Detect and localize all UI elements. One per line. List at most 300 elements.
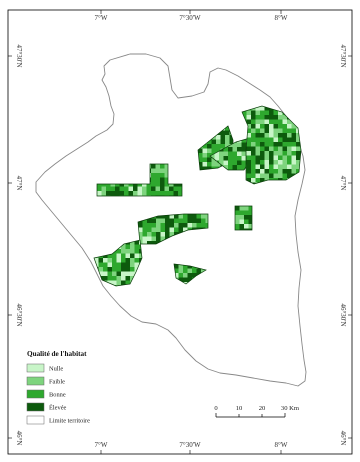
habitat-cell — [269, 165, 274, 170]
habitat-cell — [224, 156, 229, 161]
habitat-cell — [260, 169, 265, 174]
habitat-cell — [278, 138, 283, 143]
habitat-cell — [103, 276, 108, 281]
habitat-cell — [183, 223, 188, 228]
habitat-cell — [197, 269, 202, 274]
habitat-cell — [233, 165, 238, 170]
habitat-cell — [112, 258, 117, 263]
habitat-cell — [156, 173, 161, 178]
habitat-cell — [174, 187, 179, 192]
habitat-cell — [133, 191, 138, 196]
habitat-cell — [117, 258, 122, 263]
habitat-cell — [225, 131, 230, 136]
tick-label-left: 47°N — [15, 175, 23, 191]
habitat-cell — [201, 223, 206, 228]
habitat-cell — [274, 174, 279, 179]
habitat-cell — [247, 169, 252, 174]
habitat-cell — [156, 178, 161, 183]
habitat-cell — [201, 219, 206, 224]
habitat-cell — [130, 263, 135, 268]
habitat-cell — [265, 115, 270, 120]
habitat-cell — [256, 111, 261, 116]
habitat-cell — [283, 160, 288, 165]
habitat-cell — [156, 182, 161, 187]
habitat-cell — [111, 187, 116, 192]
habitat-cell — [216, 144, 221, 149]
habitat-cell — [256, 142, 261, 147]
habitat-cell — [256, 120, 261, 125]
habitat-cell — [278, 120, 283, 125]
habitat-cell — [120, 187, 125, 192]
habitat-cell — [207, 144, 212, 149]
habitat-cell — [287, 165, 292, 170]
habitat-cell — [265, 129, 270, 134]
habitat-cell — [244, 206, 249, 211]
legend-swatch-elevee — [27, 403, 44, 411]
habitat-cell — [269, 147, 274, 152]
habitat-cell — [260, 138, 265, 143]
habitat-cell — [269, 138, 274, 143]
habitat-cell — [130, 267, 135, 272]
habitat-cell — [121, 263, 126, 268]
habitat-cell — [287, 156, 292, 161]
legend-label: Faible — [49, 378, 65, 386]
habitat-cell — [265, 138, 270, 143]
habitat-cell — [260, 174, 265, 179]
habitat-cell — [296, 147, 301, 152]
habitat-cell — [240, 206, 245, 211]
habitat-cell — [179, 269, 184, 274]
habitat-cell — [260, 151, 265, 156]
habitat-cell — [247, 151, 252, 156]
habitat-cell — [197, 214, 202, 219]
habitat-cell — [115, 187, 120, 192]
habitat-cell — [102, 187, 107, 192]
habitat-cell — [121, 276, 126, 281]
habitat-cell — [244, 211, 249, 216]
habitat-cell — [179, 219, 184, 224]
habitat-cell — [265, 111, 270, 116]
habitat-cell — [265, 120, 270, 125]
habitat-cell — [126, 263, 131, 268]
scale-label: 30 Km — [280, 405, 300, 412]
habitat-cell — [265, 165, 270, 170]
legend-label: Nulle — [49, 365, 64, 373]
habitat-cell — [143, 223, 148, 228]
habitat-cell — [147, 237, 152, 242]
habitat-cell — [244, 220, 249, 225]
habitat-cell — [292, 129, 297, 134]
habitat-cell — [216, 135, 221, 140]
habitat-cell — [237, 165, 242, 170]
habitat-cell — [260, 147, 265, 152]
habitat-cell — [287, 169, 292, 174]
habitat-cell — [103, 267, 108, 272]
habitat-cell — [99, 263, 104, 268]
habitat-cell — [283, 120, 288, 125]
habitat-cell — [126, 267, 131, 272]
scale-label: 10 — [235, 405, 243, 412]
habitat-cell — [260, 129, 265, 134]
habitat-cell — [135, 249, 140, 254]
habitat-cell — [212, 149, 217, 154]
habitat-cell — [138, 187, 143, 192]
habitat-cell — [269, 174, 274, 179]
habitat-cell — [274, 111, 279, 116]
habitat-cell — [292, 169, 297, 174]
habitat-cell — [242, 161, 247, 166]
habitat-cell — [156, 164, 161, 169]
habitat-cell — [235, 220, 240, 225]
habitat-cell — [151, 187, 156, 192]
habitat-cell — [151, 182, 156, 187]
habitat-cell — [247, 147, 252, 152]
tick-label-top: 8°W — [274, 14, 288, 22]
habitat-cell — [138, 191, 143, 196]
habitat-cell — [97, 187, 102, 192]
habitat-cell — [265, 124, 270, 129]
habitat-cell — [247, 165, 252, 170]
habitat-cell — [130, 245, 135, 250]
habitat-cell — [112, 267, 117, 272]
habitat-cell — [292, 151, 297, 156]
habitat-cell — [287, 138, 292, 143]
habitat-cell — [251, 169, 256, 174]
tick-label-left: 46°30'N — [15, 303, 23, 327]
habitat-cell — [265, 133, 270, 138]
habitat-cell — [165, 187, 170, 192]
legend-swatch-limite — [27, 416, 44, 424]
habitat-cell — [283, 133, 288, 138]
habitat-cell — [130, 254, 135, 259]
habitat-cell — [256, 133, 261, 138]
habitat-cell — [244, 224, 249, 229]
habitat-cell — [278, 129, 283, 134]
habitat-cell — [256, 169, 261, 174]
habitat-cell — [269, 133, 274, 138]
habitat-cell — [274, 165, 279, 170]
habitat-cell — [143, 228, 148, 233]
tick-label-bottom: 8°W — [274, 441, 288, 449]
habitat-cell — [260, 165, 265, 170]
legend-swatch-bonne — [27, 390, 44, 398]
habitat-cell — [121, 254, 126, 259]
habitat-cell — [151, 178, 156, 183]
habitat-cell — [233, 147, 238, 152]
habitat-cell — [251, 165, 256, 170]
habitat-cell — [161, 228, 166, 233]
habitat-cell — [124, 187, 129, 192]
habitat-cell — [292, 142, 297, 147]
habitat-cell — [233, 161, 238, 166]
habitat-cell — [269, 124, 274, 129]
habitat-cell — [292, 133, 297, 138]
habitat-cell — [121, 249, 126, 254]
habitat-cell — [228, 165, 233, 170]
habitat-cell — [147, 223, 152, 228]
habitat-cell — [117, 254, 122, 259]
habitat-cell — [160, 169, 165, 174]
habitat-cell — [160, 173, 165, 178]
habitat-cell — [269, 151, 274, 156]
habitat-cell — [147, 228, 152, 233]
habitat-cell — [201, 214, 206, 219]
habitat-cell — [274, 151, 279, 156]
habitat-cell — [151, 169, 156, 174]
habitat-cell — [143, 232, 148, 237]
habitat-cell — [126, 245, 131, 250]
habitat-cell — [287, 124, 292, 129]
habitat-cell — [269, 120, 274, 125]
habitat-cell — [256, 156, 261, 161]
habitat-cell — [247, 160, 252, 165]
habitat-cell — [287, 129, 292, 134]
habitat-cell — [260, 133, 265, 138]
habitat-cell — [251, 178, 256, 183]
habitat-cell — [260, 120, 265, 125]
habitat-cell — [283, 147, 288, 152]
habitat-cell — [126, 272, 131, 277]
habitat-cell — [242, 147, 247, 152]
habitat-cell — [247, 174, 252, 179]
habitat-cell — [108, 258, 113, 263]
habitat-cell — [274, 160, 279, 165]
habitat-cell — [207, 158, 212, 163]
habitat-cell — [278, 147, 283, 152]
habitat-cell — [256, 178, 261, 183]
habitat-cell — [97, 191, 102, 196]
habitat-cell — [99, 267, 104, 272]
habitat-cell — [244, 215, 249, 220]
habitat-cell — [103, 272, 108, 277]
habitat-cell — [233, 156, 238, 161]
habitat-cell — [192, 223, 197, 228]
habitat-cell — [174, 223, 179, 228]
habitat-cell — [240, 215, 245, 220]
habitat-cell — [256, 129, 261, 134]
habitat-cell — [126, 276, 131, 281]
habitat-cell — [156, 169, 161, 174]
habitat-cell — [269, 111, 274, 116]
habitat-cell — [235, 224, 240, 229]
habitat-cell — [126, 249, 131, 254]
habitat-cell — [169, 187, 174, 192]
habitat-cell — [283, 129, 288, 134]
habitat-cell — [278, 156, 283, 161]
habitat-cell — [151, 191, 156, 196]
habitat-cell — [274, 124, 279, 129]
habitat-cell — [188, 214, 193, 219]
habitat-cell — [165, 191, 170, 196]
habitat-cell — [152, 232, 157, 237]
tick-label-left: 46°N — [15, 430, 23, 446]
tick-label-bottom: 7°W — [94, 441, 108, 449]
habitat-cell — [117, 263, 122, 268]
habitat-cell — [283, 156, 288, 161]
habitat-cell — [179, 273, 184, 278]
habitat-cell — [283, 142, 288, 147]
habitat-cell — [274, 147, 279, 152]
habitat-cell — [251, 111, 256, 116]
habitat-cell — [251, 156, 256, 161]
habitat-cell — [265, 147, 270, 152]
habitat-cell — [169, 191, 174, 196]
habitat-cell — [152, 237, 157, 242]
habitat-cell — [296, 151, 301, 156]
habitat-cell — [124, 191, 129, 196]
tick-label-left: 47°30'N — [15, 44, 23, 68]
habitat-cell — [156, 223, 161, 228]
habitat-cell — [247, 156, 252, 161]
habitat-cell — [274, 115, 279, 120]
habitat-cell — [283, 174, 288, 179]
habitat-cell — [161, 232, 166, 237]
habitat-cell — [156, 237, 161, 242]
habitat-cell — [129, 187, 134, 192]
habitat-cell — [179, 228, 184, 233]
habitat-cell — [219, 152, 224, 157]
habitat-cell — [207, 162, 212, 167]
habitat-cell — [237, 156, 242, 161]
habitat-cell — [115, 191, 120, 196]
habitat-cell — [142, 187, 147, 192]
habitat-cell — [156, 191, 161, 196]
habitat-cell — [112, 254, 117, 259]
habitat-cell — [260, 115, 265, 120]
habitat-cell — [235, 211, 240, 216]
habitat-cell — [233, 152, 238, 157]
habitat-cell — [133, 187, 138, 192]
habitat-cell — [256, 147, 261, 152]
scale-label: 20 — [258, 405, 266, 412]
habitat-cell — [269, 160, 274, 165]
habitat-cell — [135, 258, 140, 263]
tick-label-bottom: 7°30'W — [179, 441, 201, 449]
habitat-cell — [102, 191, 107, 196]
habitat-cell — [156, 187, 161, 192]
legend-swatch-nulle — [27, 364, 44, 372]
habitat-cell — [170, 228, 175, 233]
habitat-cell — [225, 135, 230, 140]
habitat-cell — [256, 151, 261, 156]
habitat-cell — [160, 178, 165, 183]
habitat-cell — [174, 191, 179, 196]
legend-label: Limite territoire — [49, 417, 90, 425]
habitat-cell — [99, 258, 104, 263]
habitat-cell — [221, 140, 226, 145]
habitat-cell — [256, 115, 261, 120]
habitat-cell — [129, 191, 134, 196]
habitat-cell — [265, 156, 270, 161]
habitat-cell — [260, 142, 265, 147]
habitat-cell — [165, 219, 170, 224]
habitat-cell — [265, 160, 270, 165]
habitat-cell — [197, 219, 202, 224]
habitat-cell — [269, 129, 274, 134]
habitat-cell — [188, 269, 193, 274]
habitat-cell — [203, 162, 208, 167]
habitat-cell — [278, 124, 283, 129]
habitat-cell — [287, 151, 292, 156]
habitat-cell — [278, 169, 283, 174]
habitat-cell — [274, 120, 279, 125]
habitat-cell — [224, 152, 229, 157]
habitat-cell — [256, 138, 261, 143]
habitat-cell — [228, 152, 233, 157]
habitat-cell — [183, 219, 188, 224]
habitat-cell — [260, 124, 265, 129]
habitat-cell — [156, 219, 161, 224]
habitat-cell — [130, 249, 135, 254]
habitat-cell — [212, 162, 217, 167]
habitat-cell — [237, 161, 242, 166]
legend-label: Élevée — [49, 404, 67, 412]
habitat-cell — [292, 138, 297, 143]
habitat-cell — [121, 272, 126, 277]
habitat-cell — [251, 120, 256, 125]
habitat-cell — [108, 276, 113, 281]
habitat-cell — [151, 173, 156, 178]
habitat-cell — [287, 142, 292, 147]
habitat-cell — [283, 124, 288, 129]
habitat-cell — [283, 151, 288, 156]
habitat-cell — [203, 149, 208, 154]
habitat-cell — [240, 224, 245, 229]
habitat-cell — [197, 223, 202, 228]
habitat-cell — [212, 144, 217, 149]
habitat-cell — [160, 182, 165, 187]
habitat-cell — [117, 281, 122, 286]
habitat-cell — [274, 133, 279, 138]
habitat-cell — [151, 164, 156, 169]
habitat-cell — [278, 142, 283, 147]
habitat-cell — [251, 174, 256, 179]
habitat-cell — [143, 237, 148, 242]
habitat-cell — [183, 278, 188, 283]
habitat-cell — [251, 133, 256, 138]
habitat-cell — [292, 147, 297, 152]
habitat-cell — [106, 191, 111, 196]
habitat-cell — [247, 111, 252, 116]
habitat-cell — [242, 156, 247, 161]
habitat-cell — [240, 211, 245, 216]
habitat-cell — [224, 161, 229, 166]
habitat-cell — [274, 129, 279, 134]
habitat-cell — [225, 140, 230, 145]
habitat-cell — [142, 191, 147, 196]
habitat-cell — [179, 223, 184, 228]
habitat-cell — [212, 140, 217, 145]
habitat-cell — [165, 232, 170, 237]
habitat-cell — [251, 151, 256, 156]
habitat-cell — [135, 254, 140, 259]
tick-label-top: 7°W — [94, 14, 108, 22]
habitat-cell — [251, 160, 256, 165]
habitat-cell — [287, 160, 292, 165]
habitat-cell — [161, 223, 166, 228]
habitat-cell — [117, 267, 122, 272]
tick-label-right: 47°N — [339, 175, 347, 191]
habitat-cell — [251, 124, 256, 129]
habitat-cell — [251, 115, 256, 120]
habitat-cell — [292, 156, 297, 161]
habitat-cell — [183, 214, 188, 219]
habitat-cell — [292, 160, 297, 165]
habitat-cell — [188, 273, 193, 278]
habitat-cell — [192, 214, 197, 219]
habitat-cell — [183, 273, 188, 278]
habitat-cell — [278, 115, 283, 120]
